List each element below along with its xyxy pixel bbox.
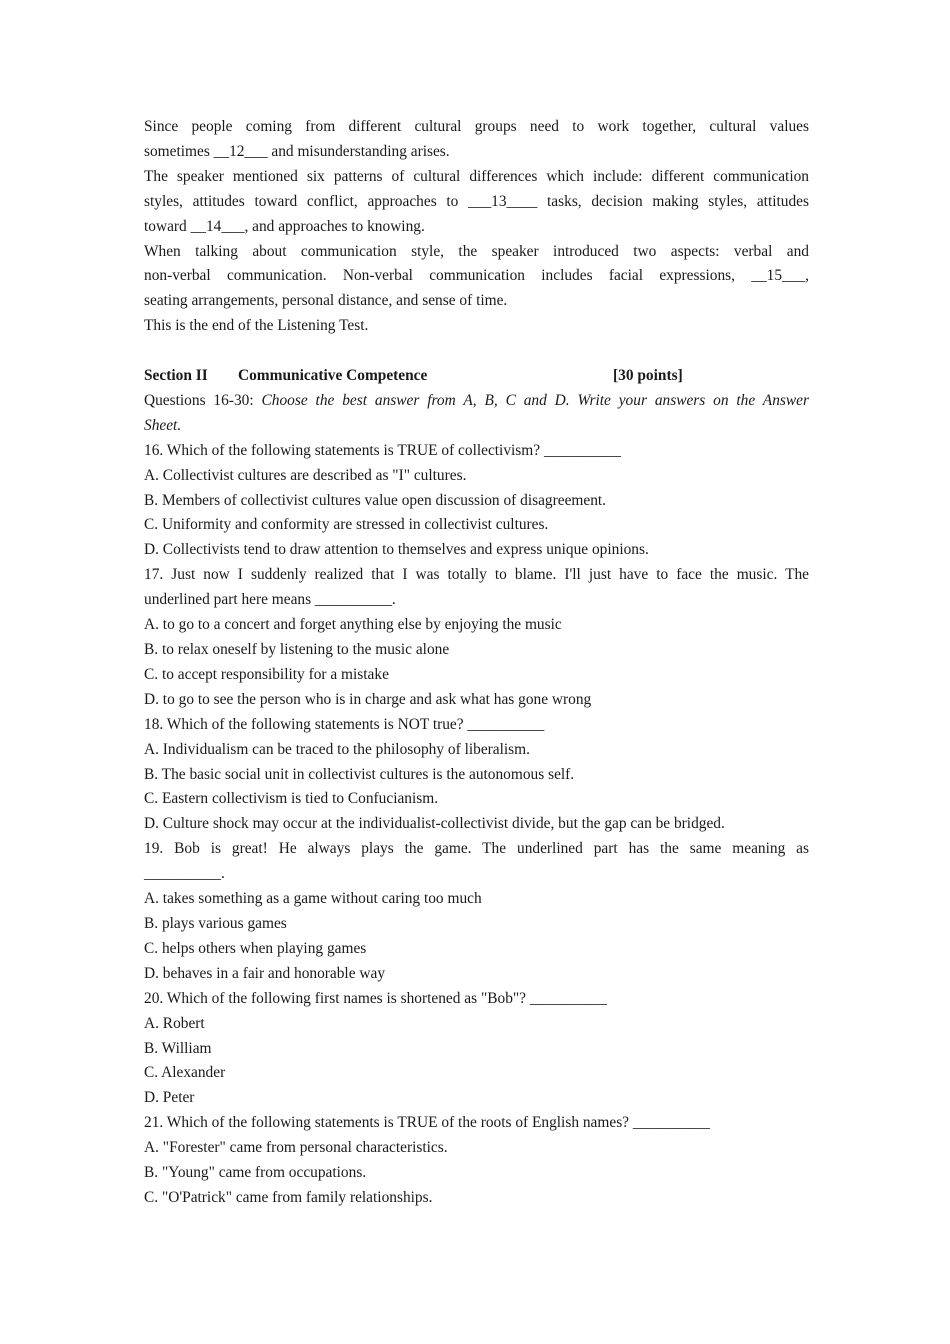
question-20 [144, 987, 809, 1112]
answer-option-a: A. takes something as a game without caring too much [144, 890, 482, 908]
answer-option-b: B. Members of collectivist cultures value open discussion of disagreement. [144, 491, 607, 509]
text-line: non-verbal communication. Non-verbal communication includes facial expressions, __15___, [144, 267, 809, 285]
answer-option-d: D. behaves in a fair and honorable way [144, 964, 386, 982]
answer-option-d: D. Collectivists tend to draw attention to themselves and express unique opinions. [144, 541, 649, 559]
question-stem: 19. Bob is great! He always plays the game. The underlined part has the same meaning as [144, 840, 809, 858]
text-line: The speaker mentioned six patterns of cultural differences which include: different communication [144, 167, 809, 185]
listening-paragraph-2 [144, 165, 809, 240]
question-21 [144, 1111, 809, 1211]
answer-option-d: D. Peter [144, 1089, 195, 1107]
question-stem: underlined part here means __________. [144, 591, 396, 609]
answer-option-b: B. William [144, 1039, 212, 1057]
section-instructions [144, 389, 809, 439]
question-stem: 20. Which of the following first names is shortened as "Bob"? __________ [144, 989, 607, 1007]
section-points: [30 points] [613, 367, 683, 385]
question-16 [144, 439, 809, 564]
answer-option-a: A. "Forester" came from personal characteristics. [144, 1139, 448, 1157]
answer-option-b: B. to relax oneself by listening to the music alone [144, 641, 450, 658]
question-17 [144, 563, 809, 712]
answer-option-d: D. Culture shock may occur at the individualist-collectivist divide, but the gap can be bridged. [144, 815, 725, 833]
answer-option-a: A. Collectivist cultures are described as "I" cultures. [144, 466, 467, 484]
answer-option-c: C. Uniformity and conformity are stressed in collectivist cultures. [144, 516, 549, 534]
answer-option-b: B. "Young" came from occupations. [144, 1164, 367, 1182]
answer-option-a: A. Individualism can be traced to the philosophy of liberalism. [144, 740, 530, 758]
question-stem: __________. [144, 865, 225, 883]
text-line: When talking about communication style, the speaker introduced two aspects: verbal and [144, 242, 809, 260]
answer-option-c: C. to accept responsibility for a mistake [144, 665, 389, 683]
answer-option-c: C. helps others when playing games [144, 939, 367, 957]
answer-option-c: C. Eastern collectivism is tied to Confucianism. [144, 790, 439, 808]
answer-option-d: D. to go to see the person who is in charge and ask what has gone wrong [144, 690, 592, 708]
text-line: seating arrangements, personal distance, and sense of time. [144, 292, 508, 310]
instructions-text: Sheet. [144, 416, 182, 434]
instructions-text: Choose the best answer from A, B, C and D. Write your answers on the Answer [261, 391, 809, 409]
section-number: Section II [144, 367, 208, 385]
answer-option-b: B. The basic social unit in collectivist cultures is the autonomous self. [144, 765, 575, 783]
question-stem: 18. Which of the following statements is NOT true? __________ [144, 715, 545, 733]
answer-option-a: A. Robert [144, 1014, 205, 1032]
text-line [144, 389, 809, 414]
question-19 [144, 837, 809, 986]
section-title: Communicative Competence [238, 367, 428, 385]
answer-option-c: C. "O'Patrick" came from family relationships. [144, 1188, 433, 1206]
answer-option-b: B. plays various games [144, 914, 287, 932]
listening-end-note: This is the end of the Listening Test. [144, 317, 369, 335]
text-line: Since people coming from different cultural groups need to work together, cultural values [144, 118, 809, 135]
blank-line [144, 339, 809, 364]
listening-paragraph-3 [144, 240, 809, 315]
question-18 [144, 713, 809, 838]
listening-paragraph-1 [144, 115, 809, 165]
question-stem: 16. Which of the following statements is TRUE of collectivism? __________ [144, 441, 621, 459]
question-stem: 17. Just now I suddenly realized that I was totally to blame. I'll just have to face the music. The [144, 566, 809, 584]
answer-option-a: A. to go to a concert and forget anything else by enjoying the music [144, 616, 562, 634]
text-line: sometimes __12___ and misunderstanding arises. [144, 142, 450, 160]
question-stem: 21. Which of the following statements is TRUE of the roots of English names? __________ [144, 1114, 710, 1132]
document-page [144, 115, 809, 1211]
text-line: toward __14___, and approaches to knowing. [144, 217, 425, 235]
section-heading [144, 364, 809, 389]
text-line: styles, attitudes toward conflict, approaches to ___13____ tasks, decision making styles, attitudes [144, 192, 809, 210]
answer-option-c: C. Alexander [144, 1064, 226, 1082]
instructions-label: Questions 16-30: [144, 391, 262, 409]
